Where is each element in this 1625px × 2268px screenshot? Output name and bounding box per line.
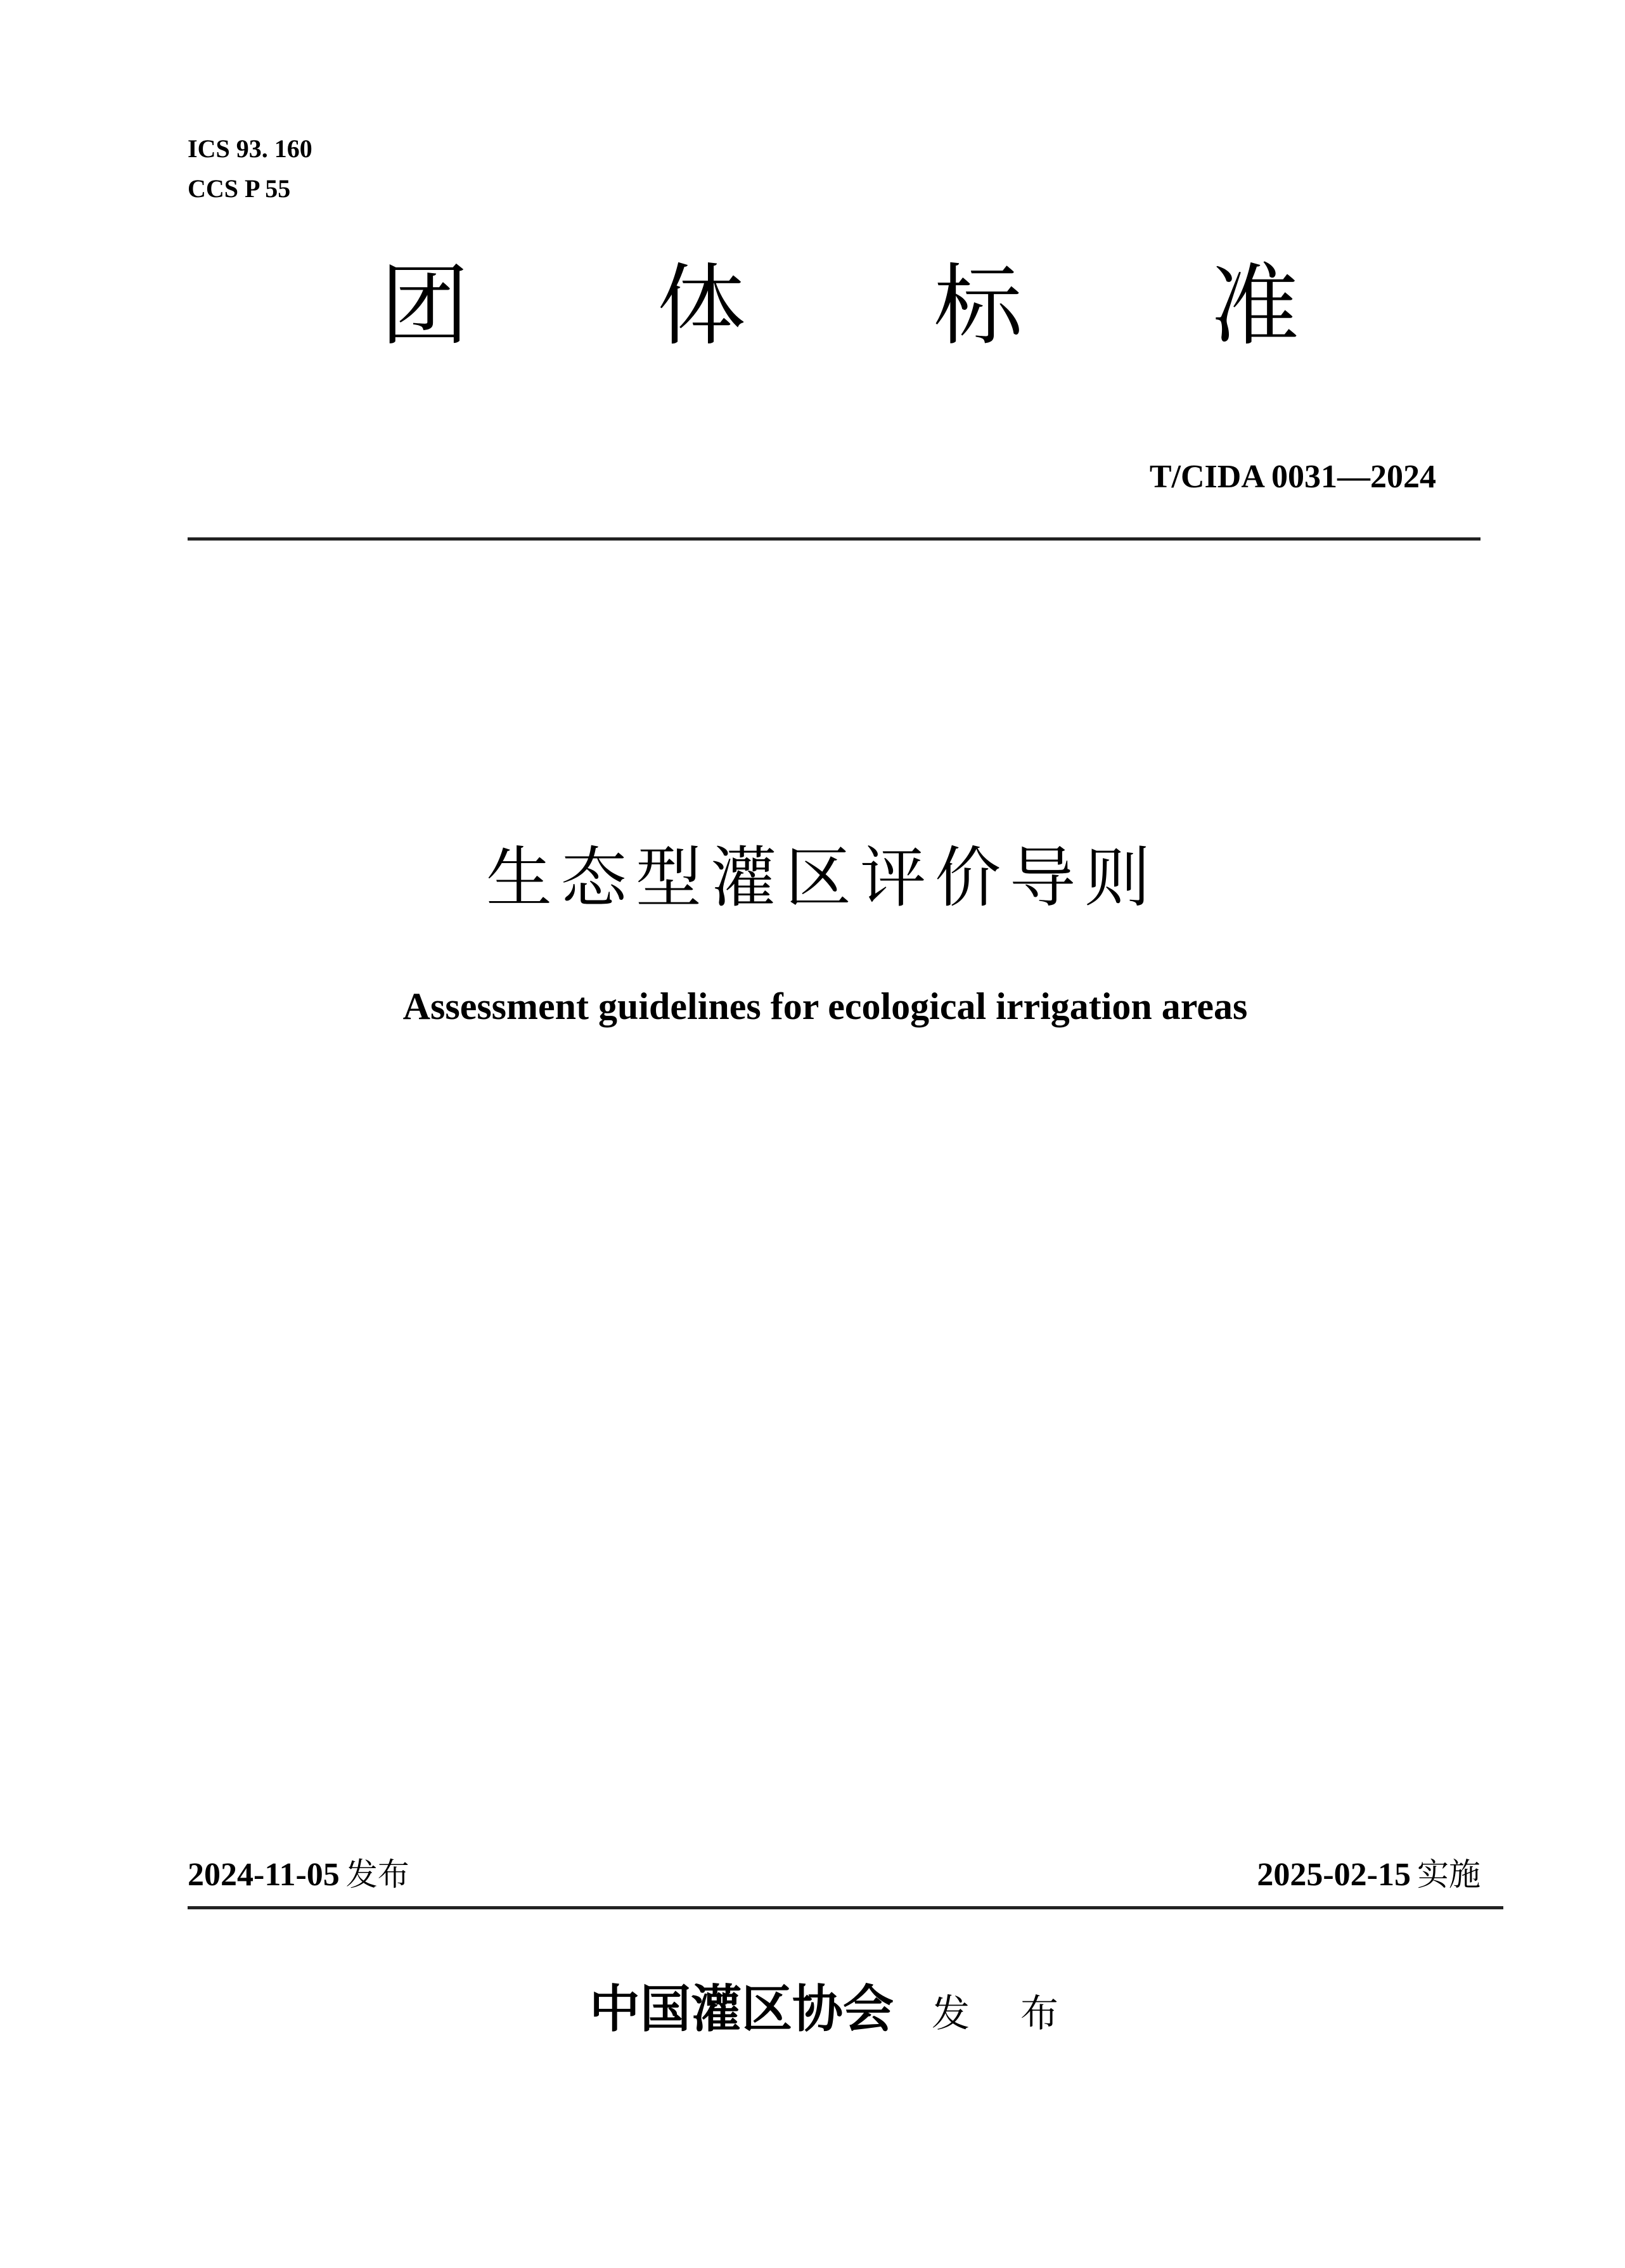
implementation-date-line [1257,1855,1480,1894]
ics-code: ICS 93. 160 [188,134,312,163]
top-divider [188,537,1480,541]
standard-type-heading [380,256,1299,357]
standard-type-char: 准 [1210,255,1299,358]
publisher-line [589,1978,1109,2044]
issue-label: 发布 [345,1856,409,1893]
document-title-chinese: 生态型灌区评价导则 [485,839,1159,916]
implementation-date: 2025-02-15 [1257,1857,1411,1893]
standard-type-char: 标 [934,255,1023,358]
standard-type-char: 体 [657,255,746,358]
ccs-code: CCS P 55 [188,174,291,203]
bottom-divider [188,1906,1503,1909]
issue-date-line [188,1855,409,1894]
issue-date: 2024-11-05 [188,1857,340,1893]
implementation-label: 实施 [1417,1856,1480,1893]
standard-type-char: 团 [380,255,470,358]
publisher-verb: 发布 [932,1992,1109,2036]
publisher-organization: 中国灌区协会 [589,1979,894,2039]
document-title-english: Assessment guidelines for ecological irrigation areas [402,985,1248,1027]
standard-code: T/CIDA 0031—2024 [1149,459,1436,495]
